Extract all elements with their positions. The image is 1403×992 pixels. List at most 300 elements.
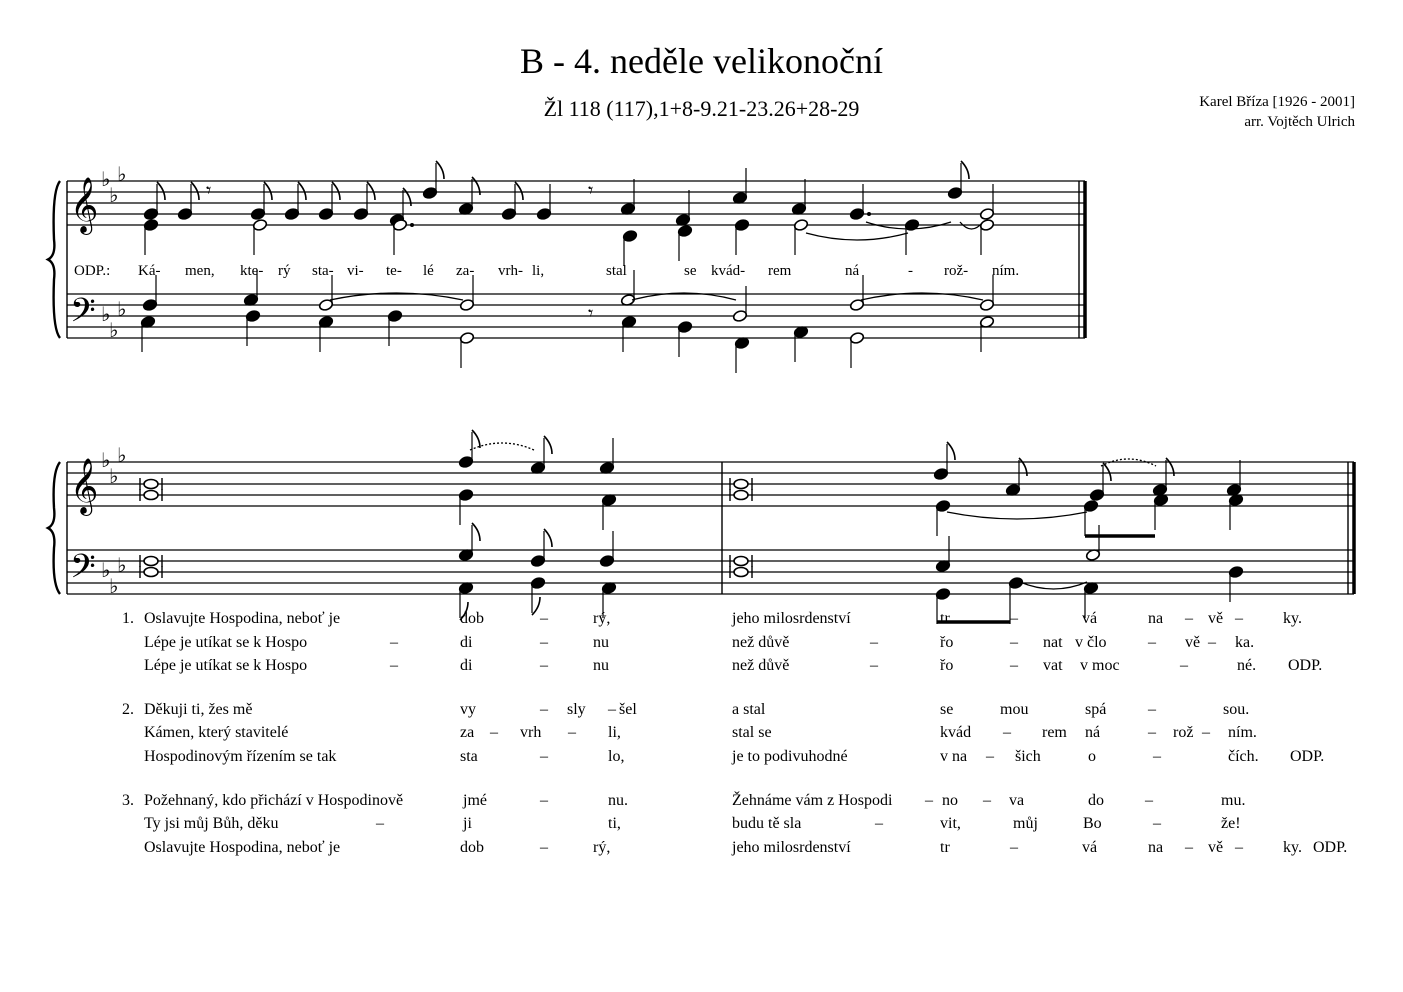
flat-sign: ♭ (101, 167, 111, 191)
verse-syllable: – (1145, 792, 1153, 809)
eighth-rest-icon: 𝄾 (206, 178, 212, 202)
verse-syllable: – (568, 724, 576, 741)
verse-syllable: kvád (940, 724, 972, 741)
response-cue: ODP. (1290, 748, 1325, 765)
note (734, 336, 749, 373)
notehead (422, 186, 437, 199)
verse-syllable: mu. (1221, 792, 1246, 809)
verse-syllable: Ty jsi můj Bůh, děku (144, 815, 279, 832)
verse-syllable: va (1009, 792, 1025, 809)
verse-syllable: Oslavujte Hospodina, neboť je (144, 610, 341, 627)
refrain-label: ODP.: (74, 263, 111, 279)
verse-syllable: – (870, 657, 878, 674)
note-flag (367, 182, 375, 200)
notehead (144, 491, 158, 500)
note (793, 325, 808, 362)
verse-syllable: budu tě sla (732, 815, 802, 832)
note-flag (1103, 463, 1111, 481)
notehead (284, 207, 299, 220)
notehead (318, 298, 333, 311)
verse-syllable: – (540, 634, 548, 651)
note (979, 315, 994, 352)
note (536, 184, 551, 221)
note (142, 275, 157, 312)
flat-sign: ♭ (109, 464, 119, 488)
verse-syllable: Děkuji ti, žes mě (144, 701, 253, 718)
verse-syllable: – (925, 792, 933, 809)
notehead (142, 298, 157, 311)
verse-syllable: – (1148, 724, 1156, 741)
note (143, 184, 158, 221)
treble-clef-icon: 𝄞 (70, 458, 99, 514)
verse-syllable: – (540, 792, 548, 809)
psalm-reference: Žl 118 (117),1+8-9.21-23.26+28-29 (543, 96, 860, 121)
verse-syllable: o (1088, 748, 1096, 765)
note (353, 184, 368, 221)
verse-syllable: nu (593, 634, 609, 651)
notehead (245, 309, 260, 322)
verse-syllable: do (1088, 792, 1104, 809)
note (734, 218, 749, 255)
notehead (1228, 565, 1243, 578)
verse-syllable: na (1148, 610, 1164, 627)
verse-syllable: šich (1015, 748, 1041, 765)
verse-syllable: je to podivuhodné (732, 748, 848, 765)
verse-syllable: – (490, 724, 498, 741)
verse-syllable: vá (1082, 839, 1098, 856)
verse-syllable: – (540, 657, 548, 674)
notehead (459, 298, 474, 311)
notehead (732, 309, 747, 322)
eighth-rest-icon: 𝄾 (588, 178, 594, 202)
refrain-syllable: Ká- (138, 263, 161, 279)
note (387, 309, 402, 346)
notehead (1083, 499, 1098, 512)
flat-sign: ♭ (109, 183, 119, 207)
response-cue: ODP. (1313, 839, 1348, 856)
note (1153, 493, 1168, 530)
verse-syllable: jmé (463, 792, 487, 809)
verse-syllable: ji (463, 815, 472, 832)
verse-syllable: rem (1042, 724, 1067, 741)
note (530, 438, 545, 475)
refrain-syllable: rem (768, 263, 792, 279)
verse-syllable: Hospodinovým řízením se tak (144, 748, 337, 765)
verse-syllable: vit, (940, 815, 961, 832)
verse-syllable: – (1010, 839, 1018, 856)
verse-syllable: – (1148, 634, 1156, 651)
verse-syllable: Žehnáme vám z Hospodi (732, 792, 893, 809)
dot (867, 212, 871, 216)
note (459, 275, 474, 312)
notehead (144, 557, 158, 566)
note (599, 438, 614, 475)
note-flag (472, 430, 480, 448)
notehead (933, 467, 948, 480)
note (250, 184, 265, 221)
note (793, 218, 808, 255)
refrain-syllable: za- (456, 263, 475, 279)
refrain-syllable: - (908, 263, 913, 279)
notehead (599, 554, 614, 567)
verse-syllable: Bo (1083, 815, 1102, 832)
verse-syllable: – (1153, 748, 1161, 765)
composer-name: Karel Bříza [1926 - 2001] (1199, 94, 1355, 110)
verse-syllable: – (1010, 610, 1018, 627)
flat-sign: ♭ (117, 443, 127, 467)
notehead (947, 186, 962, 199)
bass-staff (67, 550, 1354, 594)
note (849, 184, 864, 221)
verse-syllable: ky. (1283, 610, 1302, 627)
treble-staff (67, 181, 1085, 225)
note-flag (472, 523, 480, 541)
verse-syllable: di (460, 657, 473, 674)
verse-syllable: nat (1043, 634, 1063, 651)
note (1152, 460, 1167, 497)
notehead (849, 298, 864, 311)
flat-sign: ♭ (101, 558, 111, 582)
verse-syllable: no (942, 792, 958, 809)
verse-syllable: lo, (608, 748, 625, 765)
notehead (143, 207, 158, 220)
verse-syllable: Kámen, který stavitelé (144, 724, 289, 741)
note (621, 315, 636, 352)
verse-syllable: – (540, 610, 548, 627)
flat-sign: ♭ (101, 448, 111, 472)
bass-staff (67, 294, 1085, 338)
note-flag (332, 182, 340, 200)
breve-note (140, 478, 162, 490)
breve-note (140, 555, 162, 567)
note (677, 224, 692, 261)
note (675, 190, 690, 227)
note (284, 184, 299, 221)
notehead (979, 298, 994, 311)
verse-syllable: – (390, 634, 398, 651)
verse-syllable: v člo (1075, 634, 1107, 651)
verse-syllable: – (540, 748, 548, 765)
verse-number: 2. (122, 701, 134, 718)
refrain-syllable: rož- (944, 263, 969, 279)
tie-slur (806, 233, 908, 240)
notehead (353, 207, 368, 220)
flat-sign: ♭ (117, 297, 127, 321)
notehead (501, 207, 516, 220)
notehead (387, 309, 402, 322)
note (318, 184, 333, 221)
note (252, 218, 267, 255)
breve-note (140, 566, 162, 578)
verse-syllable: – (1235, 839, 1243, 856)
refrain-syllable: sta- (312, 263, 334, 279)
notehead (734, 480, 748, 489)
verse-syllable: tr (940, 610, 950, 627)
breve-note (140, 489, 162, 501)
verse-syllable: – (1180, 657, 1188, 674)
notehead (979, 207, 994, 220)
refrain-syllable: kte- (240, 263, 264, 279)
verse-syllable: – (870, 634, 878, 651)
verse-syllable: – (540, 839, 548, 856)
note (1226, 460, 1241, 497)
verse-syllable: že! (1221, 815, 1241, 832)
verse-syllable: sly (567, 701, 586, 718)
notehead (530, 576, 545, 589)
refrain-syllable: vi- (347, 263, 364, 279)
verse-syllable: – (1208, 634, 1216, 651)
notehead (177, 207, 192, 220)
page-title: B - 4. neděle velikonoční (520, 41, 883, 81)
notehead (979, 218, 994, 231)
verse-syllable: sta (460, 748, 478, 765)
verse-syllable: nu. (608, 792, 628, 809)
notehead (935, 499, 950, 512)
verse-syllable: rý, (593, 610, 611, 627)
verse-syllable: Požehnaný, kdo přichází v Hospodinově (144, 792, 404, 809)
notehead (734, 568, 748, 577)
notehead (734, 491, 748, 500)
note (599, 531, 614, 568)
refrain-lyrics (74, 263, 1019, 279)
refrain-syllable: kvád- (711, 263, 746, 279)
verse-psalm-tone-system (48, 430, 1354, 624)
treble-clef-icon: 𝄞 (70, 177, 99, 233)
verse-syllable: Lépe je utíkat se k Hospo (144, 634, 308, 651)
verse-syllable: Oslavujte Hospodina, neboť je (144, 839, 341, 856)
verse-syllable: li, (608, 724, 621, 741)
verse-syllable: – (1010, 657, 1018, 674)
verse-number: 1. (122, 610, 134, 627)
note (849, 331, 864, 368)
breve-note (730, 555, 752, 567)
note (935, 499, 950, 536)
verse-syllable: – (1010, 634, 1018, 651)
note (979, 275, 994, 312)
note (791, 179, 806, 216)
verse-syllable: – (390, 657, 398, 674)
note-flag (532, 597, 540, 615)
refrain-syllable: ním. (992, 263, 1020, 279)
verse-syllable: šel (619, 701, 637, 718)
refrain-syllable: ná (845, 263, 860, 279)
note-flag (436, 161, 444, 179)
note (677, 320, 692, 357)
note-flag (515, 182, 523, 200)
note (1228, 565, 1243, 602)
note (458, 488, 473, 525)
verse-syllable: né. (1237, 657, 1257, 674)
notehead (144, 480, 158, 489)
verse-syllable: ka. (1235, 634, 1255, 651)
note-flag (298, 182, 306, 200)
note (459, 331, 474, 368)
note (935, 587, 950, 600)
bass-clef-icon: 𝄢 (70, 548, 96, 594)
note (601, 493, 616, 530)
verse-syllable: rý, (593, 839, 611, 856)
note (318, 315, 333, 352)
verse-syllable: – (1003, 724, 1011, 741)
note-flag (191, 182, 199, 200)
tie-slur (947, 512, 1087, 519)
refrain-syllable: lé (423, 263, 434, 279)
verse-syllable: řo (940, 634, 954, 651)
note (392, 218, 407, 255)
verse-syllable: sou. (1223, 701, 1250, 718)
note (177, 184, 192, 221)
note (979, 184, 994, 221)
notehead (849, 207, 864, 220)
verse-syllable: jeho milosrdenství (732, 839, 851, 856)
verse-syllable: dob (460, 839, 484, 856)
note-flag (264, 182, 272, 200)
refrain-syllable: te- (386, 263, 402, 279)
verse-syllable: v na (940, 748, 968, 765)
verse-syllable: vě (1208, 610, 1224, 627)
note (935, 536, 950, 573)
verse-syllable: – (1185, 610, 1193, 627)
note (1005, 460, 1020, 497)
note (501, 184, 516, 221)
note (140, 315, 155, 352)
verse-syllable: – (608, 701, 616, 718)
note (458, 179, 473, 216)
notehead (459, 331, 474, 344)
notehead (318, 207, 333, 220)
verse-syllable: – (540, 701, 548, 718)
eighth-rest-icon: 𝄾 (588, 301, 594, 325)
notehead (458, 488, 473, 501)
note-flag (544, 529, 552, 547)
notehead (677, 224, 692, 237)
notehead (1089, 488, 1104, 501)
arranger-name: arr. Vojtěch Ulrich (1244, 114, 1355, 130)
verse-syllable: můj (1013, 815, 1038, 832)
verse-syllable: dob (460, 610, 484, 627)
notehead (143, 218, 158, 231)
flat-sign: ♭ (101, 302, 111, 326)
verse-syllable: čích. (1228, 748, 1259, 765)
verse-syllable: na (1148, 839, 1164, 856)
flat-sign: ♭ (117, 553, 127, 577)
notehead (622, 229, 637, 242)
note (904, 218, 919, 255)
note (1085, 525, 1100, 562)
verse-syllable: spá (1085, 701, 1107, 718)
notehead (250, 207, 265, 220)
verse-syllable: se (940, 701, 954, 718)
note (849, 275, 864, 312)
verse-syllable: rož (1173, 724, 1194, 741)
verse-syllable: – (1185, 839, 1193, 856)
verse-syllable: – (1148, 701, 1156, 718)
verse-syllable: řo (940, 657, 954, 674)
note (1083, 499, 1098, 536)
flat-sign: ♭ (109, 574, 119, 598)
notehead (677, 320, 692, 333)
note (245, 309, 260, 346)
breve-note (730, 489, 752, 501)
note (622, 229, 637, 266)
refrain-syllable: men, (185, 263, 215, 279)
verse-syllable: vá (1082, 610, 1098, 627)
breve-note (730, 566, 752, 578)
verse-syllable: nu (593, 657, 609, 674)
verse-syllable: vat (1043, 657, 1063, 674)
verse-number: 3. (122, 792, 134, 809)
dot (410, 223, 414, 227)
refrain-syllable: stal (606, 263, 627, 279)
notehead (536, 207, 551, 220)
verse-syllable: v moc (1080, 657, 1120, 674)
verse-syllable: vy (460, 701, 476, 718)
flat-sign: ♭ (117, 162, 127, 186)
note (732, 286, 747, 323)
note (1228, 493, 1243, 530)
verse-syllable: – (983, 792, 991, 809)
verse-syllable: – (376, 815, 384, 832)
verse-syllable: vrh (520, 724, 542, 741)
note (530, 531, 545, 568)
response-cue: ODP. (1288, 657, 1323, 674)
verse-syllable: – (1202, 724, 1210, 741)
note (620, 179, 635, 216)
grand-staff-brace (48, 181, 60, 338)
grand-staff-brace (48, 462, 60, 594)
notehead (935, 587, 950, 600)
note (458, 432, 473, 469)
note (318, 275, 333, 312)
notehead (849, 331, 864, 344)
verse-syllable: ky. (1283, 839, 1302, 856)
note-flag (947, 442, 955, 460)
verse-syllable: di (460, 634, 473, 651)
flat-sign: ♭ (109, 318, 119, 342)
verse-syllable: ti, (608, 815, 621, 832)
verse-syllable: mou (1000, 701, 1029, 718)
notehead (530, 554, 545, 567)
refrain-syllable: vrh- (498, 263, 523, 279)
verse-syllable: tr (940, 839, 950, 856)
verse-syllable: ním. (1228, 724, 1257, 741)
verse-syllable: – (1153, 815, 1161, 832)
note (732, 168, 747, 205)
note-flag (544, 436, 552, 454)
notehead (793, 218, 808, 231)
verse-syllable: než důvě (732, 634, 790, 651)
verse-syllable: a stal (732, 701, 766, 718)
notehead (144, 568, 158, 577)
verse-syllable: jeho milosrdenství (732, 610, 851, 627)
notehead (252, 218, 267, 231)
refrain-syllable: se (684, 263, 697, 279)
verse-syllable: stal se (732, 724, 772, 741)
notehead (734, 557, 748, 566)
notehead (734, 218, 749, 231)
verse-syllable: za (460, 724, 475, 741)
note (1089, 465, 1104, 502)
breve-note (730, 478, 752, 490)
note (979, 218, 994, 255)
note-flag (961, 161, 969, 179)
note (143, 218, 158, 255)
refrain-syllable: rý (278, 263, 291, 279)
verse-syllable: vě (1208, 839, 1224, 856)
note (458, 525, 473, 562)
note-flag (157, 182, 165, 200)
verse-syllable: – (875, 815, 883, 832)
